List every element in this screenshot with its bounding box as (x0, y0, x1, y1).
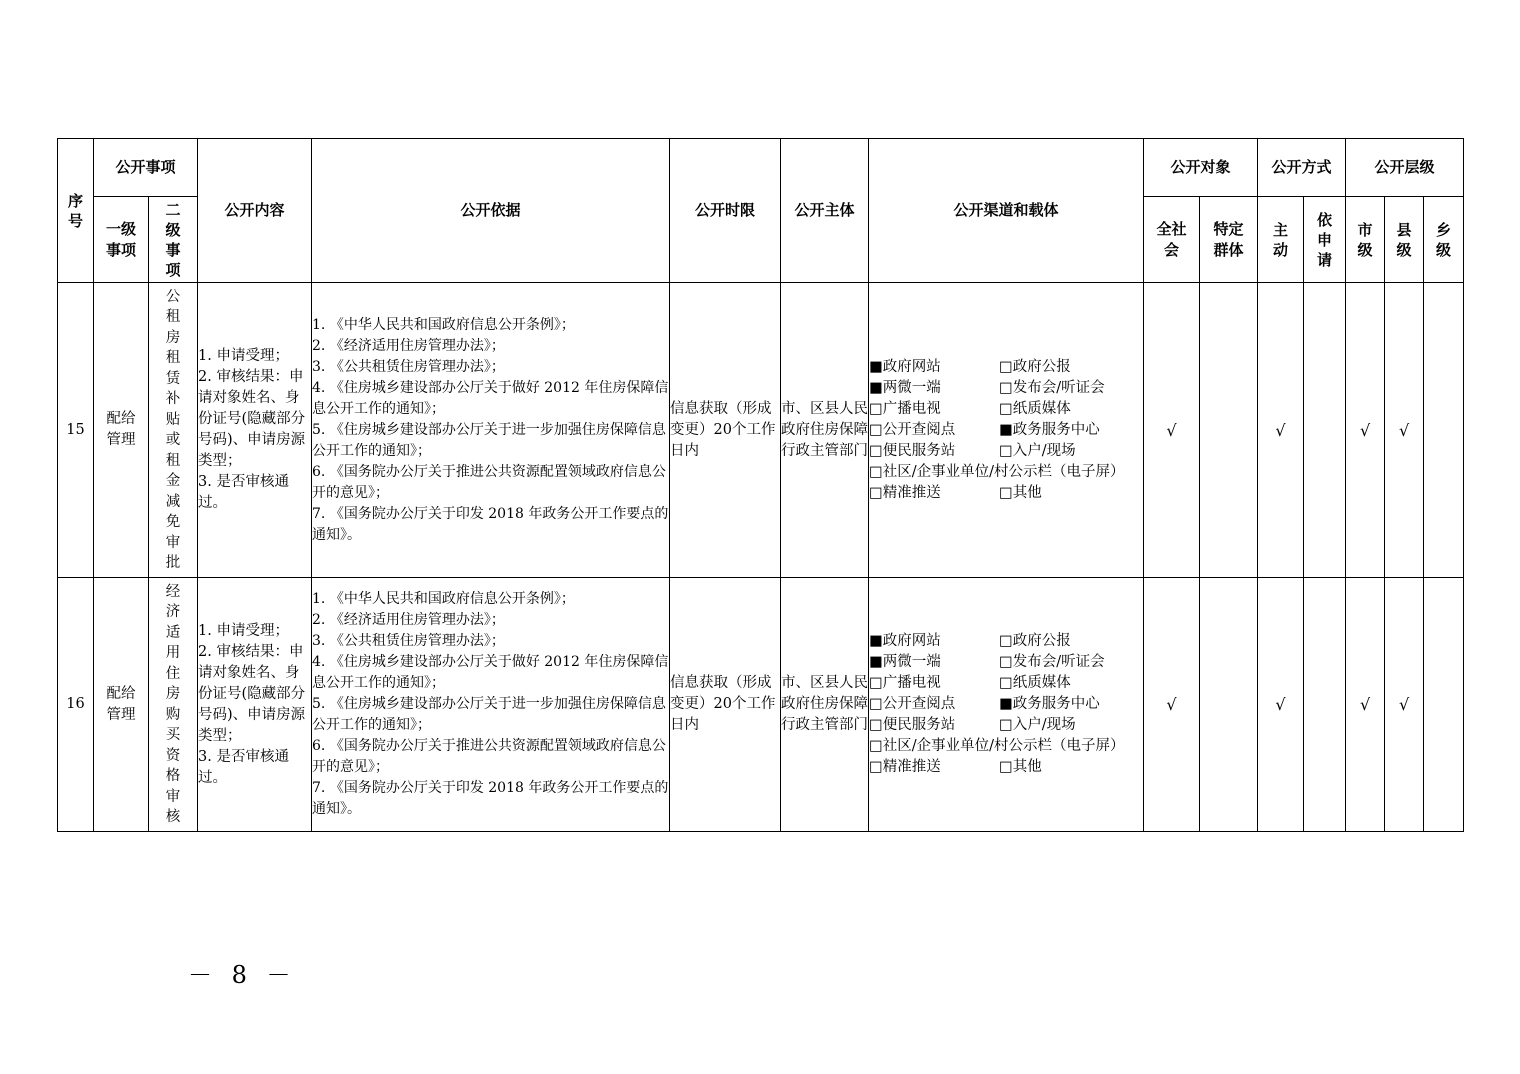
row-time-limit: 信息获取（形成变更）20个工作日内 (670, 283, 781, 578)
header-audience: 公开对象 (1144, 139, 1258, 197)
header-tier-county: 县级 (1385, 197, 1424, 283)
row-tier-county: √ (1385, 578, 1424, 832)
row-level1: 配给管理 (94, 578, 149, 832)
row-subject: 市、区县人民政府住房保障行政主管部门 (781, 283, 869, 578)
header-tier-city: 市级 (1346, 197, 1385, 283)
header-tier-town: 乡级 (1424, 197, 1464, 283)
row-tier-town (1424, 283, 1464, 578)
row-channels: ■政府网站 □政府公报 ■两微一端 □发布会/听证会 □广播电视 □纸质媒体 □公开查阅点 ■政务服务中心 □便民服务站 □入户/现场 □社区/企事业单位/村公示栏（电子屏） □精准推送 □其他 (869, 578, 1144, 832)
row-seq: 15 (58, 283, 94, 578)
header-subject: 公开主体 (781, 139, 869, 283)
row-audience-specific (1200, 578, 1258, 832)
row-level2: 公租房租赁补贴或租金减免审批 (149, 283, 198, 578)
header-content: 公开内容 (198, 139, 312, 283)
table-row (58, 578, 1464, 832)
header-seq: 序号 (58, 139, 94, 283)
header-basis: 公开依据 (312, 139, 670, 283)
row-mode-request (1304, 283, 1346, 578)
row-content: 1. 申请受理； 2. 审核结果：申请对象姓名、身份证号(隐藏部分号码)、申请房源类型； 3. 是否审核通过。 (198, 283, 312, 578)
header-tier: 公开层级 (1346, 139, 1464, 197)
disclosure-table (57, 138, 1464, 832)
header-mode-request: 依申请 (1304, 197, 1346, 283)
row-audience-specific (1200, 283, 1258, 578)
page-number: － 8 － (188, 961, 297, 989)
row-level1: 配给管理 (94, 283, 149, 578)
header-item: 公开事项 (94, 139, 198, 197)
row-tier-county: √ (1385, 283, 1424, 578)
header-mode: 公开方式 (1258, 139, 1346, 197)
row-mode-active: √ (1258, 283, 1304, 578)
row-channels: ■政府网站 □政府公报 ■两微一端 □发布会/听证会 □广播电视 □纸质媒体 □公开查阅点 ■政务服务中心 □便民服务站 □入户/现场 □社区/企事业单位/村公示栏（电子屏） □精准推送 □其他 (869, 283, 1144, 578)
table-row (58, 283, 1464, 578)
row-level2: 经济适用住房购买资格审核 (149, 578, 198, 832)
row-audience-all: √ (1144, 283, 1200, 578)
header-audience-specific: 特定群体 (1200, 197, 1258, 283)
row-tier-city: √ (1346, 283, 1385, 578)
row-seq: 16 (58, 578, 94, 832)
row-basis: 1. 《中华人民共和国政府信息公开条例》； 2. 《经济适用住房管理办法》； 3. 《公共租赁住房管理办法》； 4. 《住房城乡建设部办公厅关于做好 2012 年住房保障信息公开工作的通知》； 5. 《住房城乡建设部办公厅关于进一步加强住房保障信息公开工作的通知》； 6. 《国务院办公厅关于推进公共资源配置领域政府信息公开的意见》； 7. 《国务院办公厅关于印发 2018 年政务公开工作要点的通知》。 (312, 283, 670, 578)
header-channel: 公开渠道和载体 (869, 139, 1144, 283)
row-mode-request (1304, 578, 1346, 832)
header-mode-active: 主动 (1258, 197, 1304, 283)
row-subject: 市、区县人民政府住房保障行政主管部门 (781, 578, 869, 832)
row-tier-city: √ (1346, 578, 1385, 832)
row-basis: 1. 《中华人民共和国政府信息公开条例》； 2. 《经济适用住房管理办法》； 3. 《公共租赁住房管理办法》； 4. 《住房城乡建设部办公厅关于做好 2012 年住房保障信息公开工作的通知》； 5. 《住房城乡建设部办公厅关于进一步加强住房保障信息公开工作的通知》； 6. 《国务院办公厅关于推进公共资源配置领域政府信息公开的意见》； 7. 《国务院办公厅关于印发 2018 年政务公开工作要点的通知》。 (312, 578, 670, 832)
row-content: 1. 申请受理； 2. 审核结果：申请对象姓名、身份证号(隐藏部分号码)、申请房源类型； 3. 是否审核通过。 (198, 578, 312, 832)
row-time-limit: 信息获取（形成变更）20个工作日内 (670, 578, 781, 832)
header-time-limit: 公开时限 (670, 139, 781, 283)
header-level1: 一级事项 (94, 197, 149, 283)
header-level2: 二级事项 (149, 197, 198, 283)
row-mode-active: √ (1258, 578, 1304, 832)
header-audience-all: 全社会 (1144, 197, 1200, 283)
row-audience-all: √ (1144, 578, 1200, 832)
row-tier-town (1424, 578, 1464, 832)
